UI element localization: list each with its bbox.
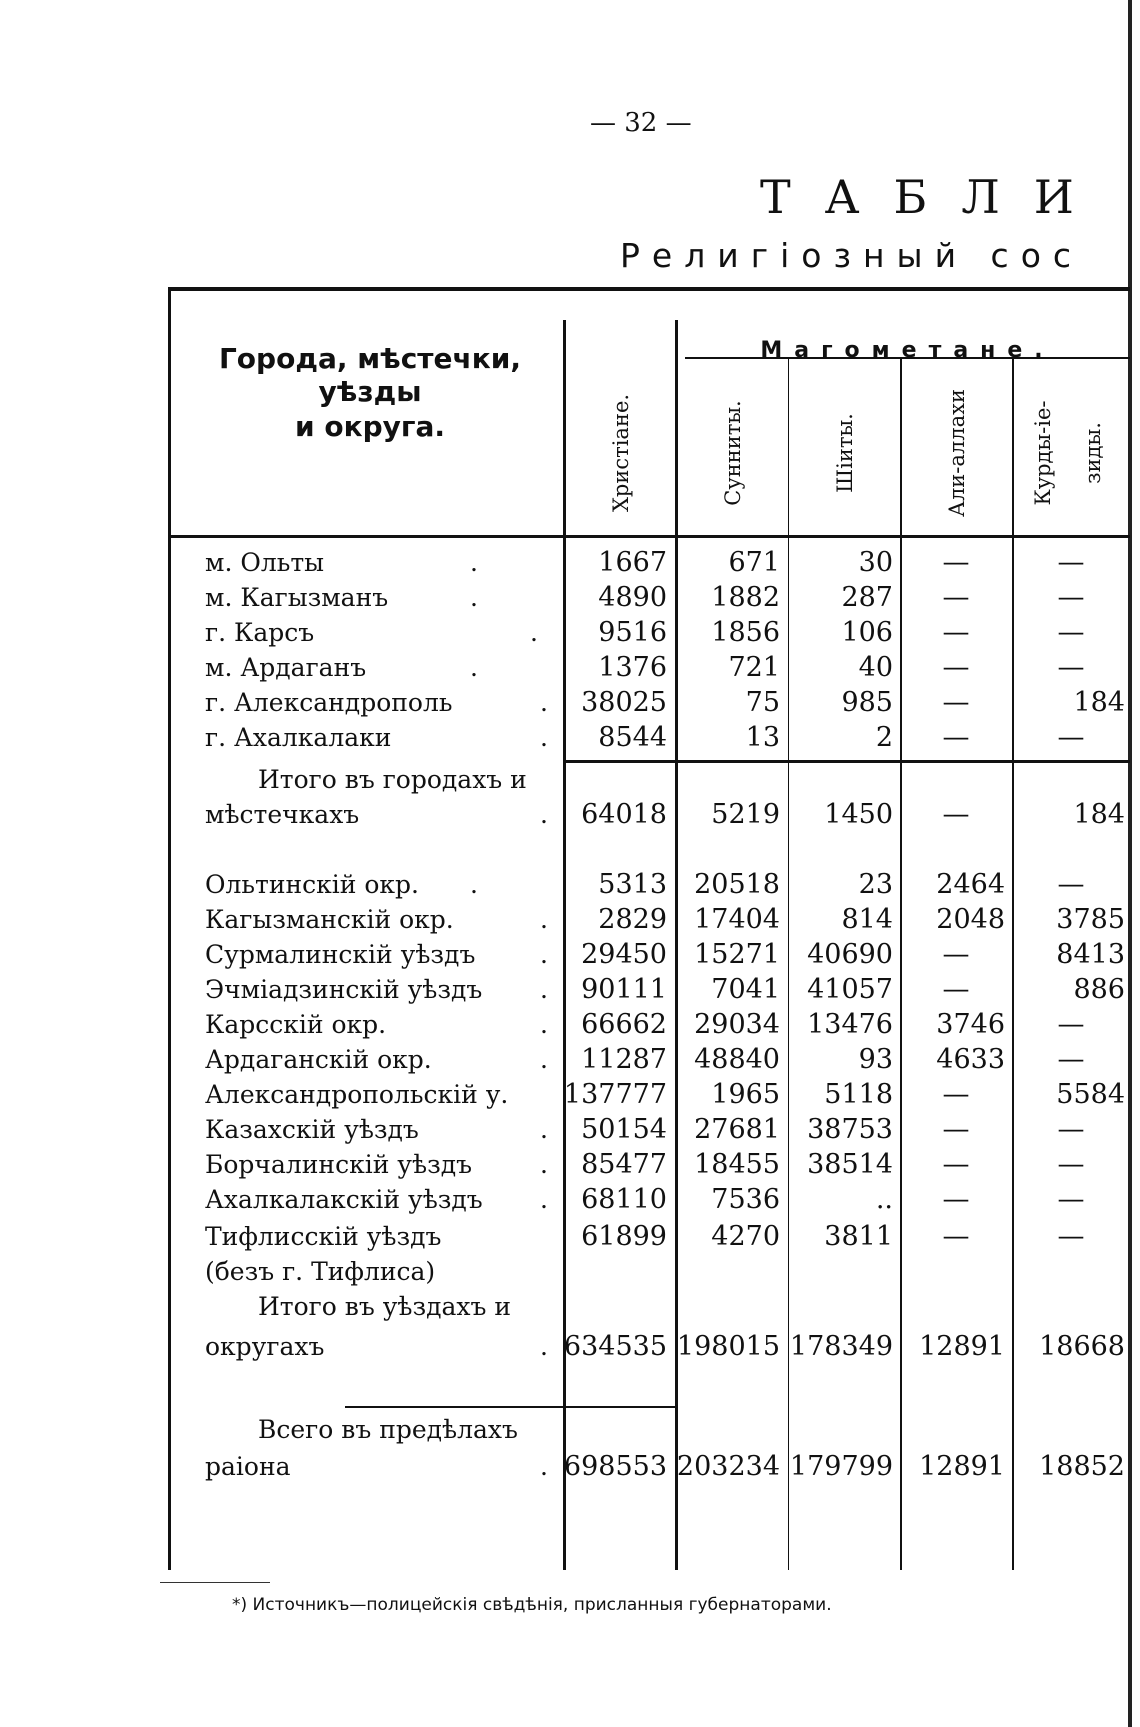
column-divider-4 xyxy=(900,357,902,1570)
cities-subtotal-rule xyxy=(565,760,1130,763)
table-cell: 184 xyxy=(1073,799,1125,830)
table-cell: 814 xyxy=(841,904,893,935)
table-cell: 203234 xyxy=(676,1451,780,1482)
leader-dot: . xyxy=(540,1150,548,1179)
row-label: Ольтинскiй окр. xyxy=(205,870,420,899)
table-cell: 7536 xyxy=(711,1184,780,1215)
leader-dot: . xyxy=(540,723,548,752)
leader-dot: . xyxy=(540,800,548,829)
table-cell: — xyxy=(1057,1184,1085,1215)
table-cell: 61899 xyxy=(581,1221,667,1252)
table-cell: 3746 xyxy=(936,1009,1005,1040)
table-cell: 106 xyxy=(841,617,893,648)
row-label: Ардаганскiй окр. xyxy=(205,1045,432,1074)
table-cell: — xyxy=(942,617,970,648)
table-cell: 1667 xyxy=(598,547,667,578)
leader-dot: . xyxy=(540,1115,548,1144)
table-cell: 38514 xyxy=(807,1149,893,1180)
table-cell: 40 xyxy=(858,652,893,683)
leader-dot: . xyxy=(540,688,548,717)
table-cell: 50154 xyxy=(581,1114,667,1145)
table-cell: — xyxy=(942,1079,970,1110)
table-cell: — xyxy=(1057,869,1085,900)
table-cell: — xyxy=(942,1149,970,1180)
table-cell: 985 xyxy=(841,687,893,718)
table-cell: 886 xyxy=(1073,974,1125,1005)
col-header-sunni: Сунниты. xyxy=(721,399,745,506)
leader-dot: . xyxy=(540,1332,548,1361)
table-cell: 2 xyxy=(875,722,893,753)
table-cell: .. xyxy=(875,1184,893,1215)
table-top-rule xyxy=(168,287,1130,291)
table-cell: — xyxy=(1057,617,1085,648)
row-label: раiона xyxy=(205,1452,291,1481)
table-cell: 27681 xyxy=(694,1114,780,1145)
table-cell: 2464 xyxy=(936,869,1005,900)
row-label: г. Карсъ xyxy=(205,618,315,647)
table-cell: 3785 xyxy=(1056,904,1125,935)
row-label: г. Ахалкалаки xyxy=(205,723,392,752)
column-divider-5 xyxy=(1012,357,1014,1570)
table-cell: 4633 xyxy=(936,1044,1005,1075)
row-label: г. Александрополь xyxy=(205,688,453,717)
leader-dot: . xyxy=(540,1045,548,1074)
table-cell: — xyxy=(1057,582,1085,613)
table-cell: 4890 xyxy=(598,582,667,613)
row-label: Эчмiадзинскiй уѣздъ xyxy=(205,975,483,1004)
grand-total-rule xyxy=(345,1406,675,1408)
table-cell: — xyxy=(1057,1114,1085,1145)
row-label: Итого въ городахъ и xyxy=(258,765,527,794)
table-title: ТАБЛИ xyxy=(760,170,1108,224)
table-cell: 8413 xyxy=(1056,939,1125,970)
leader-dot: . xyxy=(540,940,548,969)
table-cell: — xyxy=(1057,652,1085,683)
table-cell: 137777 xyxy=(563,1079,667,1110)
table-cell: 12891 xyxy=(919,1331,1005,1362)
table-cell: 7041 xyxy=(711,974,780,1005)
table-cell: 1882 xyxy=(711,582,780,613)
leader-dot: . xyxy=(470,583,478,612)
table-cell: 38025 xyxy=(581,687,667,718)
table-cell: 287 xyxy=(841,582,893,613)
table-cell: — xyxy=(942,547,970,578)
table-cell: 5219 xyxy=(711,799,780,830)
leader-dot: . xyxy=(470,653,478,682)
table-cell: — xyxy=(1057,1044,1085,1075)
col-header-kurds-yezidi-1: Курды-iе- xyxy=(1031,399,1055,506)
table-cell: 8544 xyxy=(598,722,667,753)
row-label: Всего въ предѣлахъ xyxy=(258,1415,518,1444)
table-cell: 15271 xyxy=(694,939,780,970)
table-cell: 38753 xyxy=(807,1114,893,1145)
table-cell: 671 xyxy=(728,547,780,578)
header-bottom-rule xyxy=(168,535,1130,538)
table-cell: 66662 xyxy=(581,1009,667,1040)
table-cell: — xyxy=(942,722,970,753)
row-label: Александропольскiй у. xyxy=(205,1080,509,1109)
leader-dot: . xyxy=(540,975,548,1004)
table-cell: 68110 xyxy=(581,1184,667,1215)
table-cell: 29450 xyxy=(581,939,667,970)
table-cell: 1856 xyxy=(711,617,780,648)
table-cell: 3811 xyxy=(824,1221,893,1252)
table-cell: 20518 xyxy=(694,869,780,900)
table-cell: 12891 xyxy=(919,1451,1005,1482)
stub-header-line2: и округа. xyxy=(294,410,446,443)
leader-dot: . xyxy=(540,1452,548,1481)
table-cell: 184 xyxy=(1073,687,1125,718)
stub-header-line1: Города, мѣстечки, уѣзды xyxy=(218,342,522,408)
table-cell: 1965 xyxy=(711,1079,780,1110)
row-label: м. Ольты xyxy=(205,548,325,577)
table-cell: 5313 xyxy=(598,869,667,900)
table-cell: 2829 xyxy=(598,904,667,935)
page-right-edge xyxy=(1128,0,1132,1727)
table-cell: 1376 xyxy=(598,652,667,683)
table-cell: 198015 xyxy=(676,1331,780,1362)
group-header: Магометане. xyxy=(760,338,1055,363)
col-header-kurds-yezidi-2: зиды. xyxy=(1081,421,1105,484)
table-cell: 93 xyxy=(858,1044,893,1075)
table-cell: 85477 xyxy=(581,1149,667,1180)
table-cell: 41057 xyxy=(807,974,893,1005)
leader-dot: . xyxy=(530,618,538,647)
table-cell: — xyxy=(942,974,970,1005)
table-cell: 5118 xyxy=(824,1079,893,1110)
table-cell: — xyxy=(942,799,970,830)
table-cell: — xyxy=(942,1114,970,1145)
row-label: Итого въ уѣздахъ и xyxy=(258,1292,512,1321)
table-cell: 1450 xyxy=(824,799,893,830)
table-cell: — xyxy=(942,582,970,613)
page-number: — 32 — xyxy=(590,108,692,138)
table-cell: — xyxy=(942,1184,970,1215)
table-cell: 721 xyxy=(728,652,780,683)
leader-dot: . xyxy=(540,1010,548,1039)
row-label: Тифлисскiй уѣздъ xyxy=(205,1222,442,1251)
row-label: мѣстечкахъ xyxy=(205,800,360,829)
footnote: *) Источникъ—полицейскiя свѣдѣнiя, присланныя губернаторами. xyxy=(232,1595,832,1615)
row-label: м. Ардаганъ xyxy=(205,653,367,682)
table-cell: 179799 xyxy=(789,1451,893,1482)
row-label: Борчалинскiй уѣздъ xyxy=(205,1150,473,1179)
row-label: (безъ г. Тифлиса) xyxy=(205,1257,436,1286)
row-label: Карсскiй окр. xyxy=(205,1010,387,1039)
col-header-ali-allahi: Али-аллахи xyxy=(945,388,969,517)
table-cell: 13 xyxy=(745,722,780,753)
leader-dot: . xyxy=(540,905,548,934)
table-cell: — xyxy=(1057,722,1085,753)
table-cell: 48840 xyxy=(694,1044,780,1075)
row-label: м. Кагызманъ xyxy=(205,583,389,612)
table-cell: — xyxy=(942,687,970,718)
table-cell: — xyxy=(1057,1009,1085,1040)
table-cell: 2048 xyxy=(936,904,1005,935)
table-cell: 9516 xyxy=(598,617,667,648)
table-cell: 17404 xyxy=(694,904,780,935)
table-cell: 11287 xyxy=(581,1044,667,1075)
table-cell: 64018 xyxy=(581,799,667,830)
table-cell: — xyxy=(942,939,970,970)
table-cell: 23 xyxy=(858,869,893,900)
table-cell: 75 xyxy=(745,687,780,718)
col-header-shia: Шiиты. xyxy=(832,412,857,493)
row-label: Кагызманскiй окр. xyxy=(205,905,454,934)
table-cell: 29034 xyxy=(694,1009,780,1040)
table-cell: 13476 xyxy=(807,1009,893,1040)
table-cell: 4270 xyxy=(711,1221,780,1252)
footnote-rule xyxy=(160,1582,270,1583)
table-subtitle: Религiозный сос xyxy=(620,236,1084,275)
table-cell: — xyxy=(1057,547,1085,578)
row-label: Казахскiй уѣздъ xyxy=(205,1115,419,1144)
table-cell: 178349 xyxy=(789,1331,893,1362)
leader-dot: . xyxy=(540,1185,548,1214)
row-label: Сурмалинскiй уѣздъ xyxy=(205,940,476,969)
table-cell: 5584 xyxy=(1056,1079,1125,1110)
table-cell: 30 xyxy=(858,547,893,578)
table-cell: 634535 xyxy=(563,1331,667,1362)
col-header-christians: Христiане. xyxy=(608,393,633,512)
table-cell: 18668 xyxy=(1039,1331,1125,1362)
table-cell: — xyxy=(942,1221,970,1252)
table-cell: — xyxy=(942,652,970,683)
table-cell: — xyxy=(1057,1221,1085,1252)
table-cell: 40690 xyxy=(807,939,893,970)
table-cell: 18455 xyxy=(694,1149,780,1180)
row-label: Ахалкалакскiй уѣздъ xyxy=(205,1185,483,1214)
table-cell: 698553 xyxy=(563,1451,667,1482)
table-cell: 18852 xyxy=(1039,1451,1125,1482)
leader-dot: . xyxy=(470,548,478,577)
table-cell: 90111 xyxy=(581,974,667,1005)
leader-dot: . xyxy=(470,870,478,899)
table-cell: — xyxy=(1057,1149,1085,1180)
table-left-border xyxy=(168,287,171,1570)
row-label: округахъ xyxy=(205,1332,325,1361)
